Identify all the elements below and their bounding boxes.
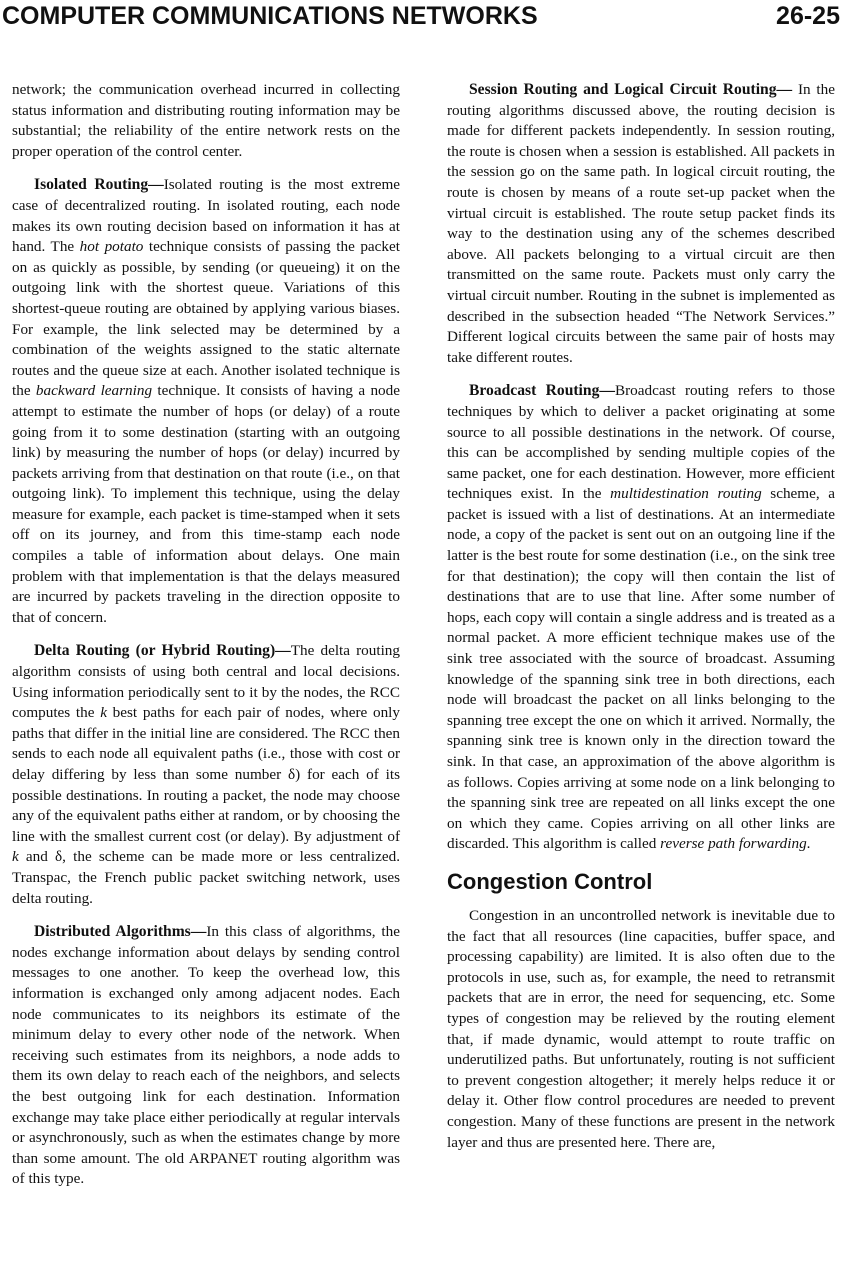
paragraph-text: scheme, a packet is issued with a list of destinations. At an intermediate node, a copy of the packet is sent out on an outgoing line if the latter is the best route for some destination (i.e., on the sink tree for that destination); the copy will then contain the list of destinations that are to use that line. After some number of hops, each copy will contain a single address and is treated as a normal packet. A more efficient technique makes use of the sink tree associated with the source of broadcast. Assuming knowledge of the spanning sink tree in both directions, each node will broadcast the packet on all links belonging to the spanning tree except the one on which it arrived. Normally, the spanning sink tree is known only in the direction toward the sink. In that case, an approximation of the above algorithm is as follows. Copies arriving at some node on a link belonging to the spanning sink tree are repeated on all links except the one on which they came. Copies arriving on all other links are discarded. This algorithm is called <box>447 485 836 853</box>
paragraph-congestion-control <box>447 906 835 1153</box>
paragraph-delta-routing <box>12 641 400 909</box>
paragraph-isolated-routing <box>12 175 400 628</box>
paragraph-text: . <box>806 835 811 853</box>
italic-term: k <box>100 704 107 722</box>
paragraph-distributed-algorithms <box>12 922 400 1190</box>
run-in-heading: Isolated Routing— <box>34 176 164 194</box>
paragraph-text: Isolated routing is the most extreme case of decentralized routing. In isolated routing, each node makes its own routing decision based on information it has at hand. The <box>12 176 400 256</box>
run-in-heading: Session Routing and Logical Circuit Routing— <box>469 81 793 98</box>
paragraph-text: Broadcast routing refers to those techniques by which to deliver a packet originating at some source to all possible destinations in the network. Of course, this can be accomplished by sending multiple copies of the same packet, one for each destination. However, more efficient techniques exist. In the <box>447 382 835 503</box>
italic-term: k <box>12 848 19 866</box>
paragraph-text: and δ, the scheme can be made more or less centralized. Transpac, the French public packet switching network, uses delta routing. <box>12 848 400 907</box>
run-in-heading: Broadcast Routing— <box>469 382 615 400</box>
paragraph-session-routing <box>447 80 835 368</box>
run-in-heading: Delta Routing (or Hybrid Routing)— <box>34 642 291 660</box>
paragraph-text: technique. It consists of having a node attempt to estimate the number of hops (or delay) of a route going from it to some destination (starting with an outgoing link) by measuring the number of hops (or delay) incurred by packets arriving from that destination on that route (i.e., on that outgoing link). To implement this technique, using the delay measure for example, each packet is time-stamped when it sets off on its journey, and from this time-stamp each node compiles a table of information about delays. One main problem with that implementation is that the delays measured are incurred by packets traveling in the direction opposite to that of concern. <box>12 382 400 626</box>
paragraph-text: In the routing algorithms discussed above, the routing decision is made for different packets independently. In session routing, the route is chosen when a session is established. All packets in the session go on the same path. In logical circuit routing, the route is chosen by means of a route set-up packet when the virtual circuit is established. The route setup packet finds its way to the destination using any of the schemes described above. All packets belonging to a virtual circuit are then transmitted on the same route. Packets must only carry the virtual circuit number. Routing in the subnet is implemented as described in the subsection headed “The Network Services.” Different logical circuits between the same pair of hosts may take different routes. <box>447 81 835 366</box>
left-column <box>12 80 400 1203</box>
paragraph-text: network; the communication overhead incurred in collecting status information and distributing routing information may be substantial; the reliability of the entire network rests on the proper operation of the control center. <box>12 81 400 160</box>
paragraph-text: best paths for each pair of nodes, where only paths that differ in the initial line are considered. The RCC then sends to each node all equivalent paths (i.e., those with cost or delay differing by less than some number δ) for each of its possible destinations. In routing a packet, the node may choose any of the equivalent paths either at random, or by choosing the line with the smallest current cost (or delay). By adjustment of <box>12 704 400 845</box>
italic-term: multidestination routing <box>610 485 762 503</box>
paragraph-text: Congestion in an uncontrolled network is inevitable due to the fact that all resources (line capacities, buffer space, and processing capability) are limited. It is also often due to the protocols in use, such as, for example, the need to retransmit packets that are in error, the need for sequencing, etc. Some types of congestion may be relieved by the routing element that, if made dynamic, would attempt to route traffic on underutilized paths. But unfortunately, routing is not sufficient to prevent congestion altogether; it merely helps reduce it or delay it. Other flow control procedures are needed to prevent congestion. Many of these functions are present in the network layer and thus are presented here. There are, <box>447 906 835 1151</box>
italic-term: hot potato <box>79 238 144 256</box>
run-in-heading: Distributed Algorithms— <box>34 923 207 941</box>
italic-term: reverse path forwarding <box>660 835 807 853</box>
paragraph-text: technique consists of passing the packet on as quickly as possible, by sending (or queueing) it on the outgoing link with the shortest queue. Variations of this shortest-queue routing are obtained by applying various biases. For example, the link selected may be determined by a combination of the weights assigned to the static alternate routes and the queue size at each. Another isolated technique is the <box>12 238 400 400</box>
paragraph-broadcast-routing <box>447 381 835 855</box>
running-head <box>0 0 846 40</box>
page-number: 26-25 <box>776 2 840 30</box>
paragraph-text: In this class of algorithms, the nodes exchange information about delays by sending control messages to one another. To keep the overhead low, this information is exchanged only among adjacent nodes. Each node communicates to its neighbors its estimate of the minimum delay to every other node of the network. When receiving such estimates from its neighbors, a node adds to them its own delay to reach each of the neighbors, and selects the best outgoing link for each destination. Information exchange may take place either periodically at regular intervals or asynchronously, such as when the estimates change by more than some amount. The old ARPANET routing algorithm was of this type. <box>12 923 400 1188</box>
right-column <box>447 80 835 1166</box>
paragraph-continuation <box>12 80 400 162</box>
section-heading: Congestion Control <box>447 868 653 894</box>
italic-term: backward learning <box>35 382 153 400</box>
running-head-title: COMPUTER COMMUNICATIONS NETWORKS <box>2 2 538 30</box>
paragraph-text: The delta routing algorithm consists of using both central and local decisions. Using information periodically sent to it by the nodes, the RCC computes the <box>12 642 400 722</box>
